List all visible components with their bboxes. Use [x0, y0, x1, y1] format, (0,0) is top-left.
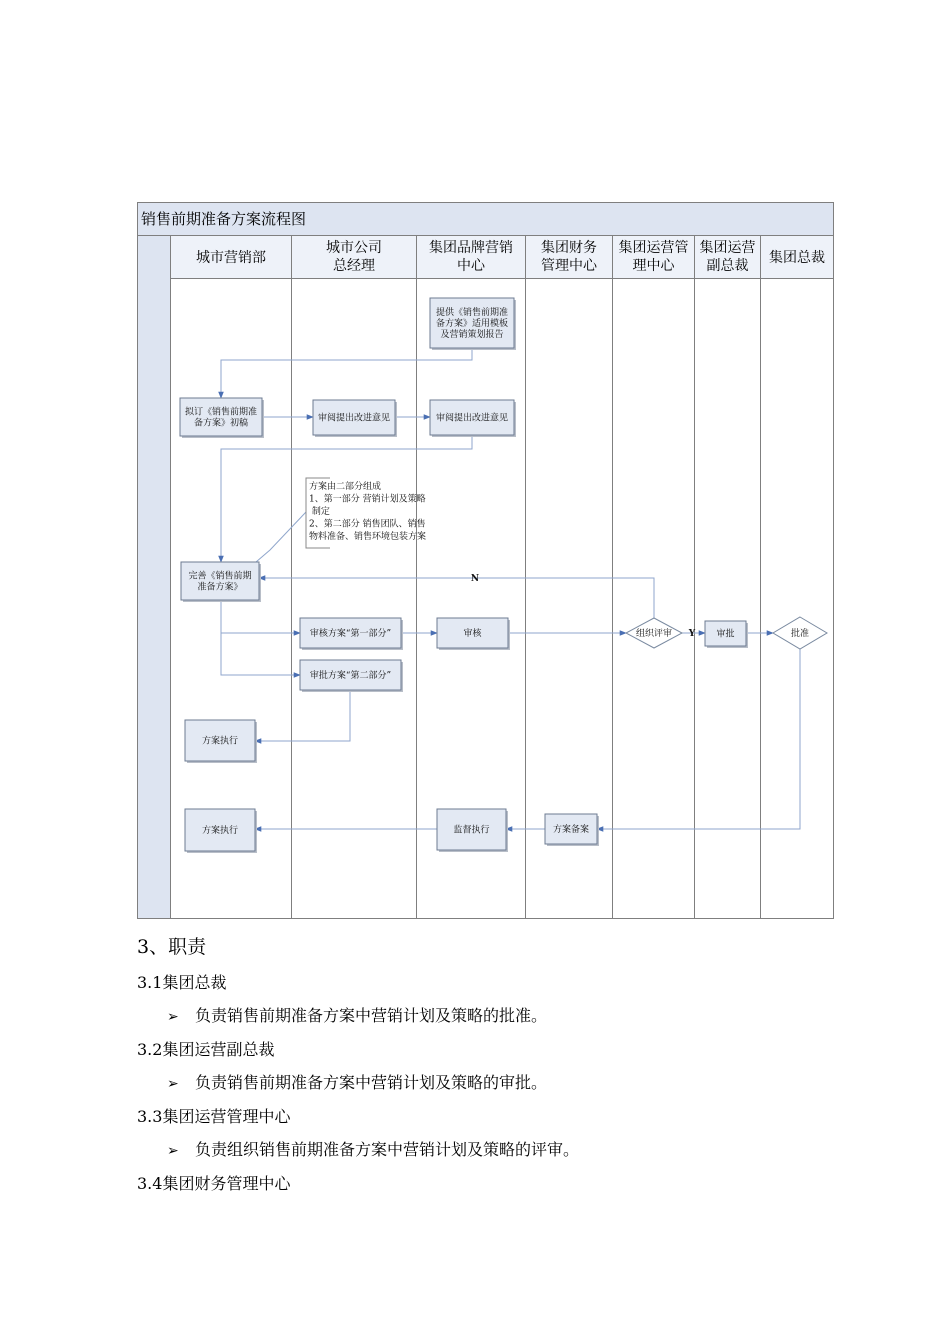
- lane-header-city_marketing: 城市营销部: [196, 250, 266, 266]
- svg-text:方案由二部分组成1、第一部分 营销计划及策略 制定2、: 方案由二部分组成 1、第一部分 营销计划及策略 制定 2、第二部分 销售团队、销售物料准备、销售环境包装方案: [309, 482, 427, 542]
- node-execute1: [185, 720, 257, 763]
- svg-text:审核方案“第一部分”: 审核方案“第一部分”: [309, 629, 392, 639]
- list-item: ➢ 负责销售前期准备方案中营销计划及策略的审批。: [167, 1073, 548, 1092]
- section-title-ops-vp: 3.2集团运营副总裁: [137, 1040, 275, 1059]
- flowchart-title: 销售前期准备方案流程图: [141, 210, 307, 228]
- node-draft: [180, 398, 264, 438]
- lane-header-ops_center: 集团运营管理中心: [618, 240, 689, 274]
- node-improve: [181, 562, 261, 602]
- node-audit_part1: [300, 618, 403, 650]
- svg-text:审核: 审核: [463, 629, 482, 639]
- node-vp_approve: [705, 621, 748, 648]
- node-supervise: [437, 809, 508, 852]
- svg-text:审阅提出改进意见: 审阅提出改进意见: [435, 413, 509, 424]
- list-item: ➢ 负责销售前期准备方案中营销计划及策略的批准。: [167, 1006, 548, 1025]
- svg-text:方案执行: 方案执行: [201, 826, 239, 836]
- lane-header-brand_center: 集团品牌营销中心: [429, 240, 513, 274]
- bullet-arrow-icon: ➢: [167, 1009, 179, 1025]
- svg-text:批准: 批准: [790, 629, 810, 639]
- section-title-ops-center: 3.3集团运营管理中心: [137, 1107, 291, 1126]
- responsibilities-heading: 3、职责: [137, 936, 207, 958]
- bullet-arrow-icon: ➢: [167, 1143, 179, 1159]
- lane-gutter: [138, 236, 171, 919]
- svg-text:提供《销售前期准备方案》适用模板及营销策划报告: 提供《销售前期准备方案》适用模板及营销策划报告: [435, 308, 509, 340]
- section-title-finance-center: 3.4集团财务管理中心: [137, 1174, 291, 1193]
- lane-header-finance_center: 集团财务管理中心: [541, 240, 597, 274]
- node-provide_template: [430, 298, 516, 350]
- edge-label-no: N: [470, 574, 480, 584]
- edge-label-yes: Y: [688, 629, 696, 639]
- svg-text:方案备案: 方案备案: [552, 825, 590, 835]
- node-brand_review: [430, 400, 516, 437]
- svg-text:组织评审: 组织评审: [635, 629, 673, 639]
- node-approve_part2: [300, 660, 403, 692]
- lane-header-president: 集团总裁: [769, 250, 825, 266]
- node-execute2: [185, 809, 257, 853]
- node-audit: [437, 618, 510, 650]
- list-item: ➢ 负责组织销售前期准备方案中营销计划及策略的评审。: [167, 1140, 580, 1159]
- bullet-arrow-icon: ➢: [167, 1076, 179, 1092]
- svg-text:审批方案“第二部分”: 审批方案“第二部分”: [309, 671, 392, 681]
- svg-text:拟订《销售前期准备方案》初稿: 拟订《销售前期准备方案》初稿: [184, 407, 258, 429]
- section-title-president: 3.1集团总裁: [137, 973, 227, 992]
- node-gm_review: [313, 400, 397, 437]
- lane-header-city_gm: 城市公司总经理: [326, 240, 382, 274]
- lane-header-ops_vp: 集团运营副总裁: [699, 240, 756, 274]
- svg-text:方案执行: 方案执行: [201, 736, 239, 747]
- svg-text:完善《销售前期准备方案》: 完善《销售前期准备方案》: [188, 571, 252, 593]
- svg-text:监督执行: 监督执行: [453, 825, 490, 836]
- svg-text:审批: 审批: [716, 629, 735, 640]
- node-file_record: [545, 814, 599, 846]
- svg-text:审阅提出改进意见: 审阅提出改进意见: [317, 413, 391, 424]
